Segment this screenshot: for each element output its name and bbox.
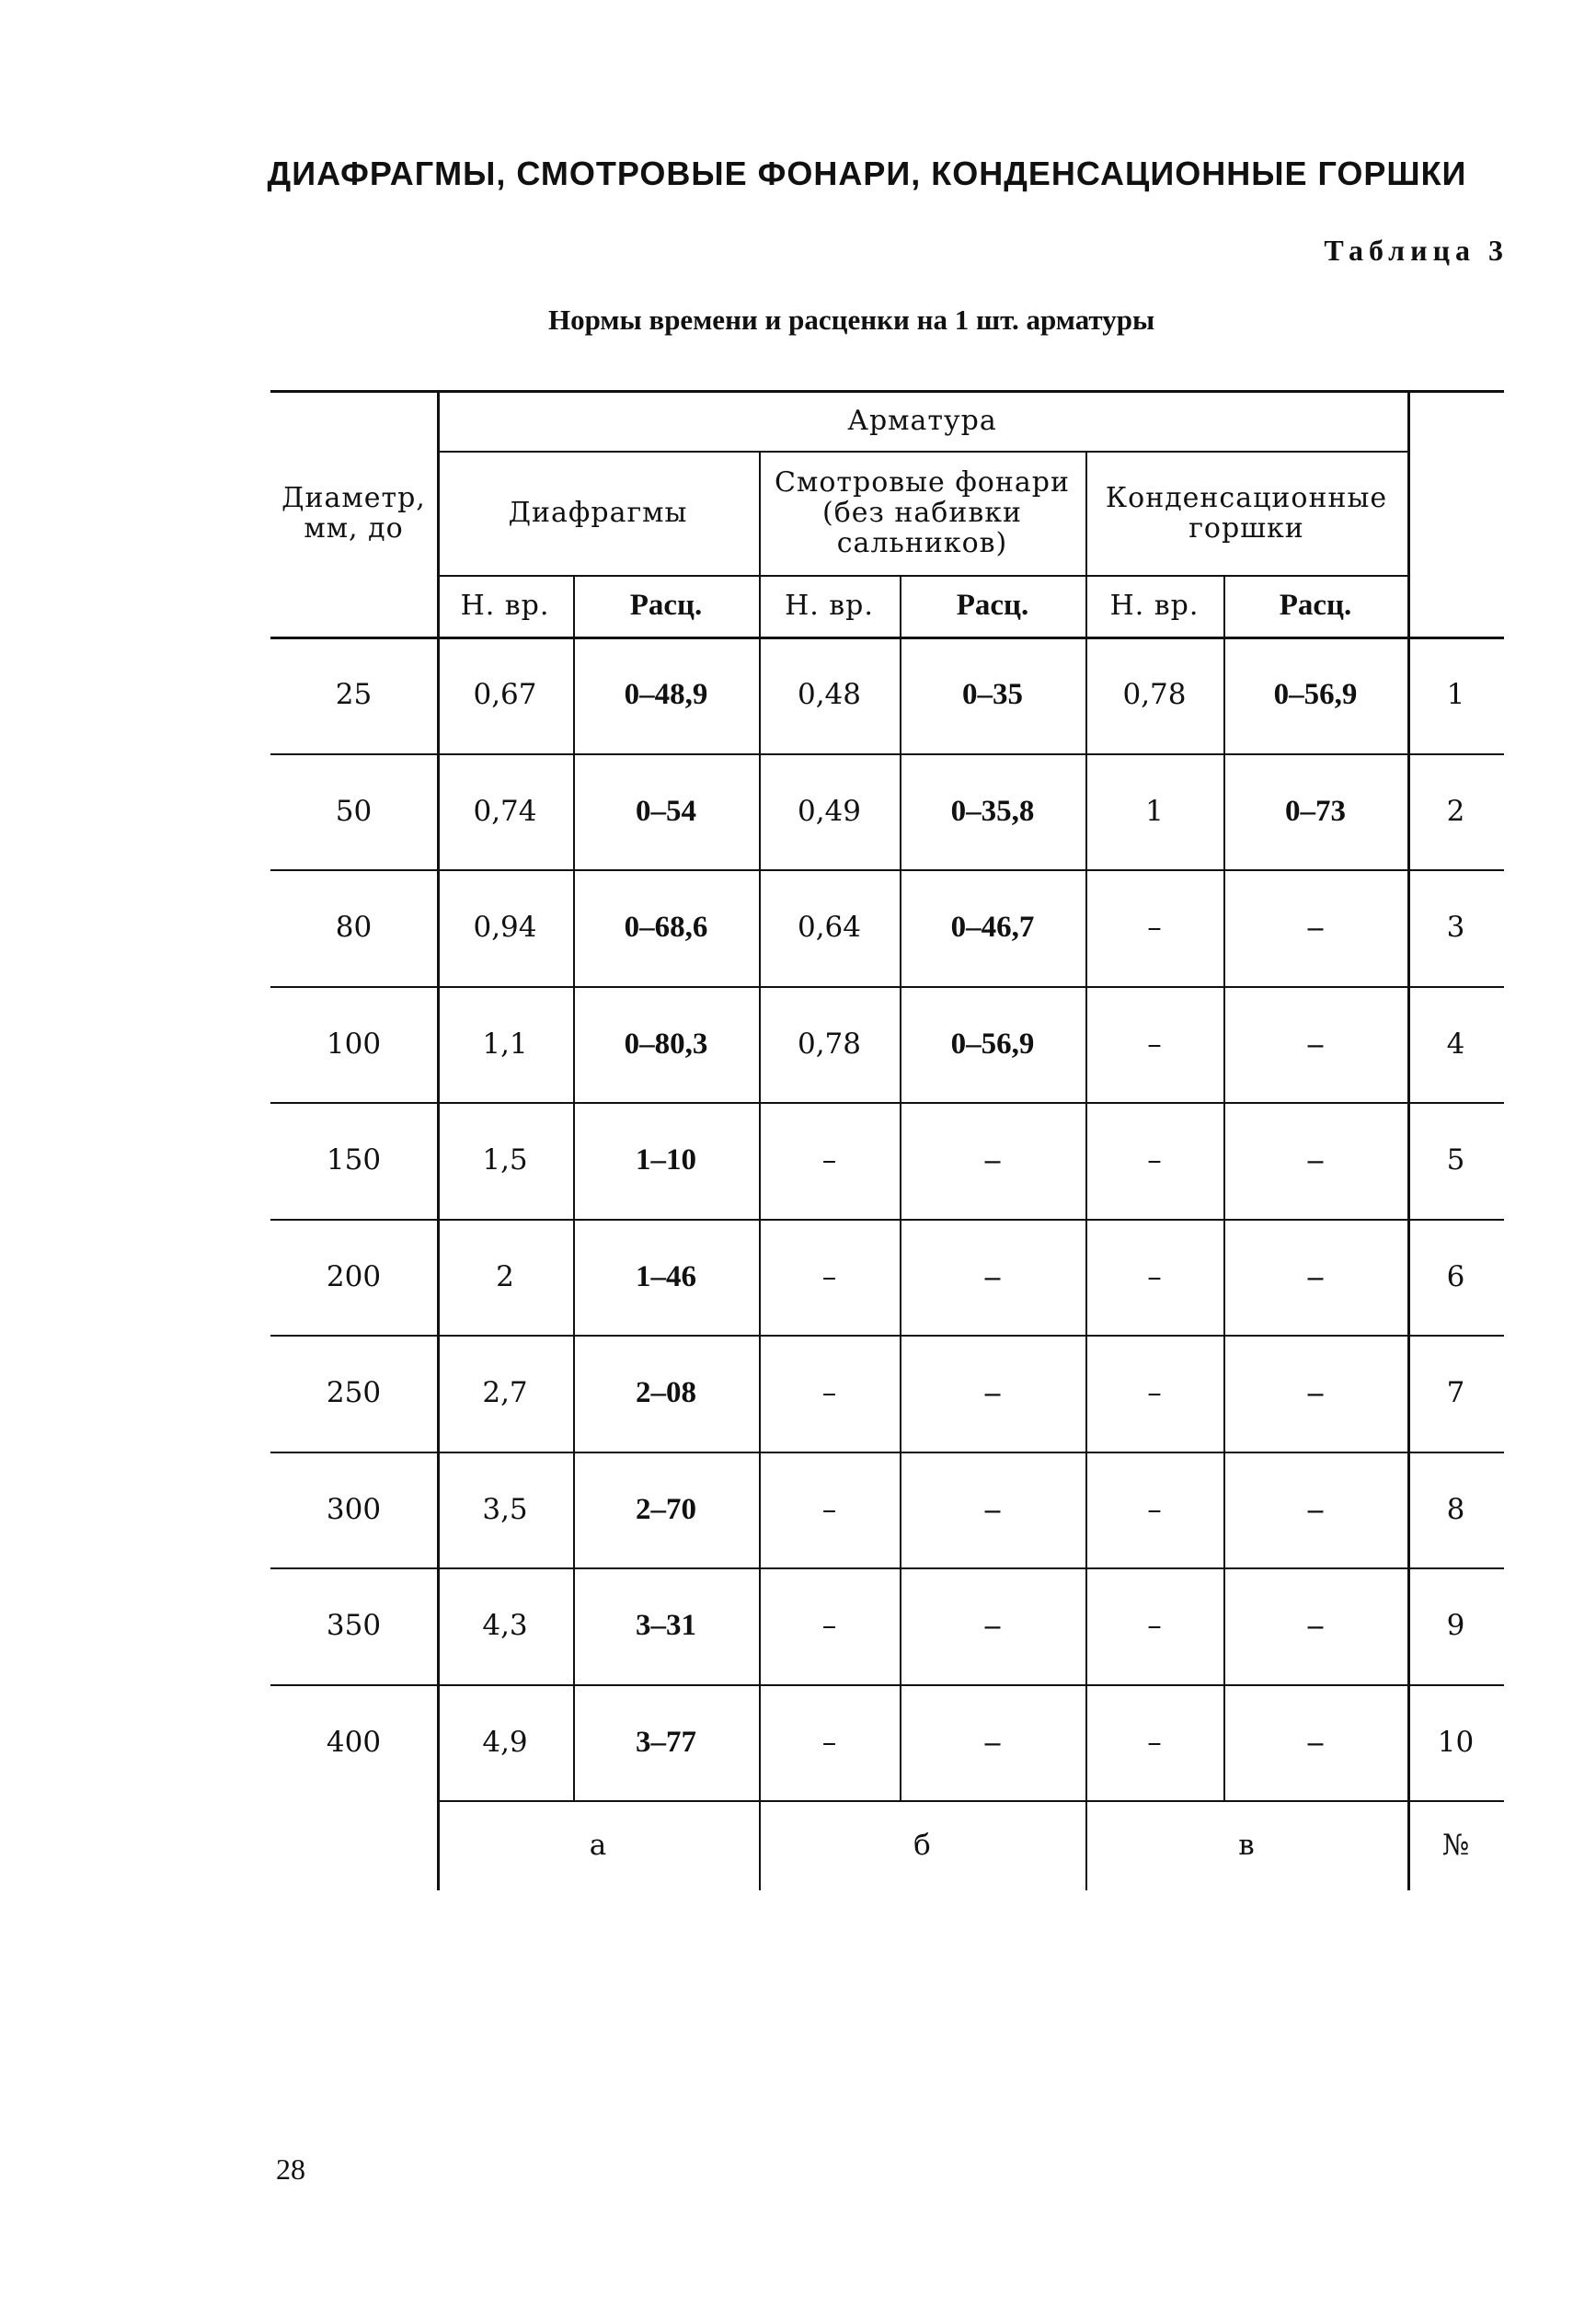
table-cell: 0,48: [797, 678, 862, 712]
table-cell: 1: [1145, 794, 1164, 828]
header-group: Диафрагмы: [508, 497, 688, 529]
table-cell: 350: [326, 1609, 382, 1643]
table-cell: –: [984, 1609, 1001, 1643]
table-cell: 0–46,7: [950, 911, 1035, 945]
table-cell: –: [1147, 1376, 1162, 1410]
table-cell: 0–54: [636, 794, 696, 828]
table-cell: 0–35: [962, 678, 1023, 712]
table-cell: 0,64: [797, 911, 862, 945]
footer-label: б: [913, 1828, 931, 1862]
table-cell: 0–35,8: [950, 794, 1035, 828]
header-group: Конденсационные горшки: [1105, 481, 1388, 545]
table-cell: 25: [335, 678, 373, 712]
header-armatura: Арматура: [847, 404, 997, 437]
table-cell: 0–80,3: [624, 1027, 708, 1061]
table-cell: 400: [326, 1725, 382, 1759]
table-cell: –: [984, 1143, 1001, 1177]
page-number: 28: [276, 2153, 305, 2186]
table-cell: –: [1307, 911, 1324, 945]
table-cell: –: [1147, 1725, 1162, 1759]
table-cell: 8: [1446, 1492, 1465, 1526]
header-sub: Н. вр.: [460, 590, 550, 622]
table-cell: 4,9: [482, 1725, 528, 1759]
table-cell: 2: [1446, 794, 1465, 828]
table-cell: –: [1147, 1259, 1162, 1293]
table-cell: 0–68,6: [624, 911, 708, 945]
table-cell: 1,5: [482, 1143, 528, 1177]
table-cell: 0,94: [473, 911, 537, 945]
header-diameter: Диаметр, мм, до: [281, 482, 426, 545]
table-cell: 0–73: [1285, 794, 1346, 828]
table-cell: 3–31: [636, 1609, 696, 1643]
table-cell: –: [1307, 1259, 1324, 1293]
table-cell: 1–46: [636, 1259, 696, 1293]
table-cell: –: [821, 1725, 837, 1759]
header-sub: Расц.: [956, 589, 1029, 623]
table-cell: –: [1307, 1492, 1324, 1526]
header-sub: Н. вр.: [785, 590, 874, 622]
table-cell: 0,49: [797, 794, 862, 828]
table-cell: –: [984, 1259, 1001, 1293]
table-cell: 0,67: [473, 678, 537, 712]
table-cell: 5: [1446, 1143, 1465, 1177]
table-cell: 250: [326, 1376, 382, 1410]
table-cell: 1–10: [636, 1143, 696, 1177]
table-cell: 3,5: [482, 1492, 528, 1526]
footer-label: в: [1238, 1828, 1255, 1862]
table-cell: 3: [1446, 911, 1465, 945]
table-cell: 0–56,9: [1273, 678, 1358, 712]
header-sub: Расц.: [1279, 589, 1352, 623]
table-cell: 2: [496, 1259, 514, 1293]
table-cell: 200: [326, 1259, 382, 1293]
table-subtitle: Нормы времени и расценки на 1 шт. арматуры: [548, 304, 1155, 336]
table-cell: 1: [1446, 678, 1465, 712]
footer-label: а: [589, 1828, 607, 1862]
table-cell: 0–48,9: [624, 678, 708, 712]
table-cell: –: [821, 1609, 837, 1643]
table-cell: 2–08: [636, 1376, 696, 1410]
table-cell: –: [1147, 911, 1162, 945]
table-cell: –: [1147, 1143, 1162, 1177]
table-cell: –: [1307, 1027, 1324, 1061]
table-cell: –: [1147, 1492, 1162, 1526]
table-cell: 100: [326, 1027, 382, 1061]
table-cell: 4,3: [482, 1609, 528, 1643]
table-cell: –: [821, 1376, 837, 1410]
page-heading: ДИАФРАГМЫ, СМОТРОВЫЕ ФОНАРИ, КОНДЕНСАЦИОННЫЕ ГОРШКИ: [267, 155, 1467, 192]
table-cell: 80: [335, 911, 373, 945]
footer-label: №: [1441, 1828, 1470, 1862]
table-cell: 0,74: [473, 794, 537, 828]
table-cell: –: [1307, 1143, 1324, 1177]
table-cell: –: [821, 1492, 837, 1526]
header-group: Смотровые фонари (без набивки сальников): [775, 466, 1070, 559]
table-cell: –: [1307, 1725, 1324, 1759]
table-cell: 3–77: [636, 1725, 696, 1759]
table-cell: 0,78: [1122, 678, 1187, 712]
table-cell: –: [1307, 1609, 1324, 1643]
table-cell: 0,78: [797, 1027, 862, 1061]
table-cell: 9: [1446, 1609, 1465, 1643]
table-cell: 7: [1446, 1376, 1465, 1410]
table-cell: 50: [335, 794, 373, 828]
table-cell: –: [984, 1376, 1001, 1410]
table-cell: 300: [326, 1492, 382, 1526]
table-cell: 2–70: [636, 1492, 696, 1526]
table-cell: –: [821, 1143, 837, 1177]
table-cell: –: [821, 1259, 837, 1293]
table-cell: –: [984, 1492, 1001, 1526]
table-cell: –: [1147, 1609, 1162, 1643]
table-cell: 1,1: [482, 1027, 528, 1061]
table-number: Таблица 3: [1324, 234, 1509, 267]
header-sub: Расц.: [629, 589, 703, 623]
table-cell: 4: [1446, 1027, 1465, 1061]
table-cell: 6: [1446, 1259, 1465, 1293]
table-cell: 0–56,9: [950, 1027, 1035, 1061]
table-cell: –: [1147, 1027, 1162, 1061]
table-cell: –: [1307, 1376, 1324, 1410]
table-cell: 150: [326, 1143, 382, 1177]
table-cell: 10: [1437, 1725, 1475, 1759]
table-cell: –: [984, 1725, 1001, 1759]
table-cell: 2,7: [482, 1376, 528, 1410]
header-sub: Н. вр.: [1109, 590, 1200, 622]
